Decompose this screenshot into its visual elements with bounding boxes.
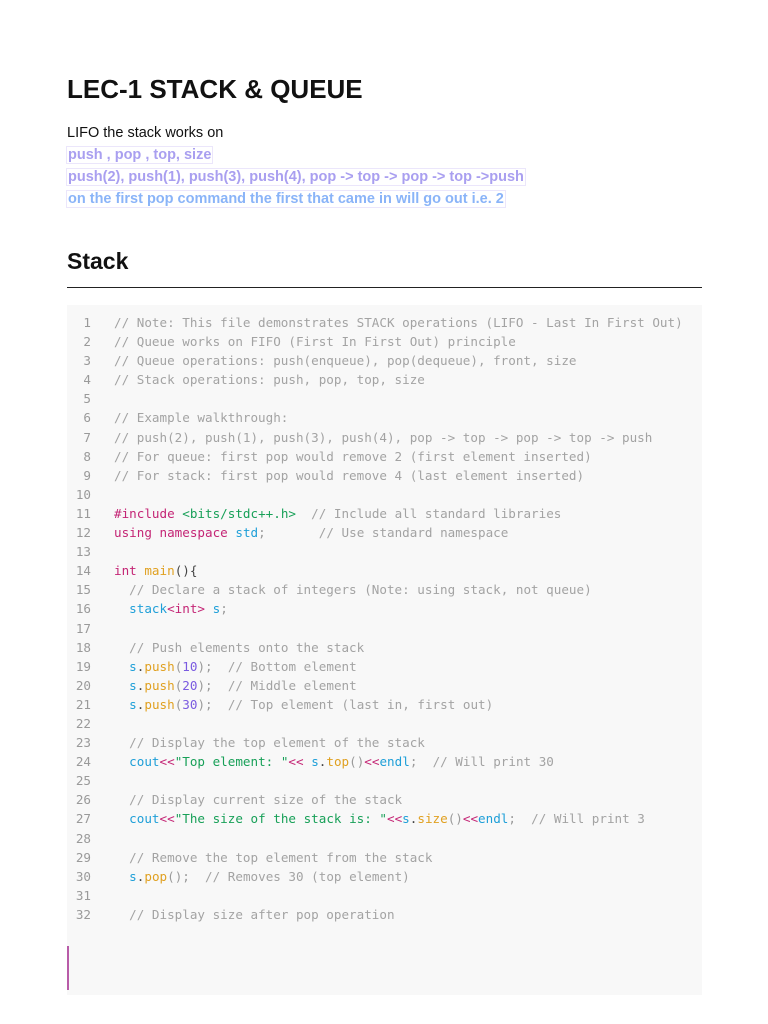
line-number: 14	[75, 563, 91, 579]
code-line	[67, 504, 702, 523]
function-token: push	[144, 677, 175, 693]
code-line	[67, 714, 702, 733]
line-number: 16	[75, 601, 91, 617]
comment-text: // Display size after pop operation	[129, 906, 395, 922]
punctuation-token: (){	[174, 563, 198, 579]
code-comment: // Example walkthrough:	[114, 410, 289, 426]
line-number: 23	[75, 735, 91, 751]
line-number: 27	[75, 811, 91, 827]
identifier-token: cout	[129, 754, 160, 770]
identifier-token: std	[235, 525, 259, 541]
number-token: 30	[182, 696, 198, 712]
code-line	[67, 466, 702, 485]
line-number: 12	[75, 525, 91, 541]
page-title: LEC-1 STACK & QUEUE	[67, 74, 363, 104]
code-line	[67, 370, 702, 389]
code-comment: // Stack operations: push, pop, top, size	[114, 372, 425, 388]
code-line	[67, 848, 702, 867]
function-token: push	[144, 696, 175, 712]
line-number: 6	[83, 410, 91, 426]
code-blank	[114, 886, 702, 905]
line-number: 15	[75, 582, 91, 598]
section-title-stack: Stack	[67, 248, 129, 274]
code-comment	[114, 638, 702, 657]
type-token: int	[114, 563, 137, 579]
line-number: 10	[75, 486, 91, 502]
line-number: 26	[75, 792, 91, 808]
line-number: 13	[75, 544, 91, 560]
preprocessor-token: #include	[114, 505, 175, 521]
code-line	[67, 905, 702, 924]
punctuation-token: .	[136, 677, 145, 693]
operator-token: <<	[159, 754, 175, 770]
code-comment: // For queue: first pop would remove 2 (first element inserted)	[114, 448, 592, 464]
code-comment	[114, 848, 702, 867]
punctuation-token: .	[136, 658, 145, 674]
line-number: 1	[83, 315, 91, 330]
line-number: 8	[83, 448, 91, 464]
code-line	[67, 809, 702, 828]
number-token: 20	[182, 677, 198, 693]
highlighted-first-pop: on the first pop command the first that came in will go out i.e. 2	[68, 191, 504, 207]
code-line	[67, 771, 702, 790]
punctuation-token: .	[136, 868, 145, 884]
code-text	[114, 504, 702, 523]
code-comment	[114, 733, 702, 752]
line-number: 21	[75, 696, 91, 712]
code-blank	[114, 542, 702, 561]
code-line	[67, 867, 702, 886]
code-line	[67, 332, 702, 351]
intro-line-lifo: LIFO the stack works on	[67, 125, 224, 141]
code-line	[67, 523, 702, 542]
code-block[interactable]	[67, 305, 702, 995]
line-number: 20	[75, 677, 91, 693]
code-line	[67, 886, 702, 905]
code-comment: // Note: This file demonstrates STACK operations (LIFO - Last In First Out)	[114, 315, 683, 330]
code-line	[67, 561, 702, 580]
type-token: <int>	[167, 601, 206, 617]
punctuation-token: .	[409, 811, 418, 827]
comment-text: // Declare a stack of integers (Note: using stack, not queue)	[129, 582, 592, 598]
number-token: 10	[182, 658, 198, 674]
comment-text: // Display the top element of the stack	[129, 735, 425, 751]
code-line	[67, 542, 702, 561]
code-line	[67, 638, 702, 657]
code-blank	[114, 829, 702, 848]
code-line	[67, 676, 702, 695]
code-comment: // Will print 30	[432, 754, 554, 770]
code-line	[67, 447, 702, 466]
code-line	[67, 829, 702, 848]
line-number: 3	[83, 353, 91, 369]
intro-line-operations	[67, 144, 525, 166]
code-line	[67, 790, 702, 809]
code-line	[67, 733, 702, 752]
code-text: s.push(10); // Bottom element	[129, 658, 357, 674]
line-number: 30	[75, 868, 91, 884]
line-number: 31	[75, 887, 91, 903]
intro-line-first-pop	[67, 188, 525, 210]
line-number: 4	[83, 372, 91, 388]
change-marker-bar	[67, 946, 69, 990]
code-comment: // Use standard namespace	[318, 525, 509, 541]
string-token: "The size of the stack is: "	[174, 811, 387, 827]
line-number: 22	[75, 715, 91, 731]
line-number: 9	[83, 467, 91, 483]
keyword-token: using	[114, 525, 152, 541]
code-comment: // Removes 30 (top element)	[205, 868, 410, 884]
identifier-token: cout	[129, 811, 160, 827]
code-blank	[114, 771, 702, 790]
line-number: 24	[75, 754, 91, 770]
code-line	[67, 657, 702, 676]
line-number: 32	[75, 906, 91, 922]
code-line	[67, 313, 702, 332]
section-divider	[67, 287, 702, 288]
line-number: 25	[75, 773, 91, 789]
function-token: top	[326, 754, 350, 770]
code-blank	[114, 619, 702, 638]
highlighted-operations: push , pop , top, size	[68, 147, 212, 163]
string-token: "Top element: "	[174, 754, 289, 770]
comment-text: // Push elements onto the stack	[129, 639, 365, 655]
line-number: 7	[83, 429, 91, 445]
identifier-token: s	[212, 601, 221, 617]
code-line	[67, 485, 702, 504]
identifier-token: s	[129, 658, 137, 674]
intro-notes	[67, 122, 525, 210]
code-line	[67, 580, 702, 599]
code-comment: // Queue works on FIFO (First In First Out) principle	[114, 334, 516, 350]
punctuation-token: .	[136, 696, 145, 712]
function-token: pop	[144, 868, 168, 884]
code-lines	[67, 313, 702, 924]
operator-token: <<	[364, 754, 380, 770]
identifier-token: s	[129, 677, 137, 693]
comment-text: // Display current size of the stack	[129, 792, 403, 808]
code-line	[67, 428, 702, 447]
punctuation-token: .	[318, 754, 327, 770]
code-comment: // Bottom element	[227, 658, 357, 674]
line-number: 18	[75, 639, 91, 655]
line-number: 28	[75, 830, 91, 846]
code-line	[67, 619, 702, 638]
identifier-token: stack	[129, 601, 168, 617]
line-number: 2	[83, 334, 91, 350]
code-comment: // push(2), push(1), push(3), push(4), pop -> top -> pop -> top -> push	[114, 429, 653, 445]
code-comment	[114, 905, 702, 924]
code-comment: // Include all standard libraries	[311, 505, 562, 521]
code-blank	[114, 389, 702, 408]
comment-text: // Remove the top element from the stack	[129, 849, 433, 865]
code-comment: // Top element (last in, first out)	[227, 696, 494, 712]
identifier-token: s	[311, 754, 319, 770]
line-number: 11	[75, 505, 91, 521]
keyword-token: namespace	[159, 525, 228, 541]
code-comment: // Queue operations: push(enqueue), pop(dequeue), front, size	[114, 353, 577, 369]
code-text: s.pop(); // Removes 30 (top element)	[129, 868, 410, 884]
operator-token: <<	[159, 811, 175, 827]
intro-line-walkthrough	[67, 166, 525, 188]
code-text: using namespace std; // Use standard namespace	[114, 525, 509, 541]
code-comment: // Will print 3	[531, 811, 645, 827]
include-path-token: <bits/stdc++.h>	[182, 505, 296, 521]
code-blank	[114, 485, 702, 504]
code-comment	[114, 790, 702, 809]
identifier-token: s	[129, 696, 137, 712]
identifier-token: s	[129, 868, 137, 884]
code-line	[67, 408, 702, 427]
line-number: 17	[75, 620, 91, 636]
code-comment: // Middle element	[227, 677, 357, 693]
code-text: cout<<"The size of the stack is: "<<s.size()<<endl; // Will print 3	[129, 811, 645, 827]
function-token: main	[144, 563, 175, 579]
code-line	[67, 752, 702, 771]
code-text: s.push(20); // Middle element	[129, 677, 357, 693]
function-token: size	[417, 811, 448, 827]
code-comment	[114, 580, 702, 599]
line-number: 29	[75, 849, 91, 865]
identifier-token: s	[402, 811, 410, 827]
highlighted-walkthrough: push(2), push(1), push(3), push(4), pop -> top -> pop -> top ->push	[68, 169, 524, 185]
code-text	[114, 561, 702, 580]
code-blank	[114, 714, 702, 733]
operator-token: <<	[288, 754, 304, 770]
line-number: 19	[75, 658, 91, 674]
operator-token: <<	[387, 811, 403, 827]
code-line	[67, 599, 702, 618]
code-text: cout<<"Top element: "<< s.top()<<endl; // Will print 30	[129, 754, 554, 770]
function-token: push	[144, 658, 175, 674]
identifier-token: endl	[379, 754, 410, 770]
code-line	[67, 695, 702, 714]
line-number: 5	[83, 391, 91, 407]
code-comment: // For stack: first pop would remove 4 (last element inserted)	[114, 467, 585, 483]
code-line	[67, 351, 702, 370]
operator-token: <<	[462, 811, 479, 827]
code-text: stack<int> s;	[129, 601, 228, 617]
code-line	[67, 389, 702, 408]
code-text: s.push(30); // Top element (last in, first out)	[129, 696, 494, 712]
identifier-token: endl	[478, 811, 509, 827]
